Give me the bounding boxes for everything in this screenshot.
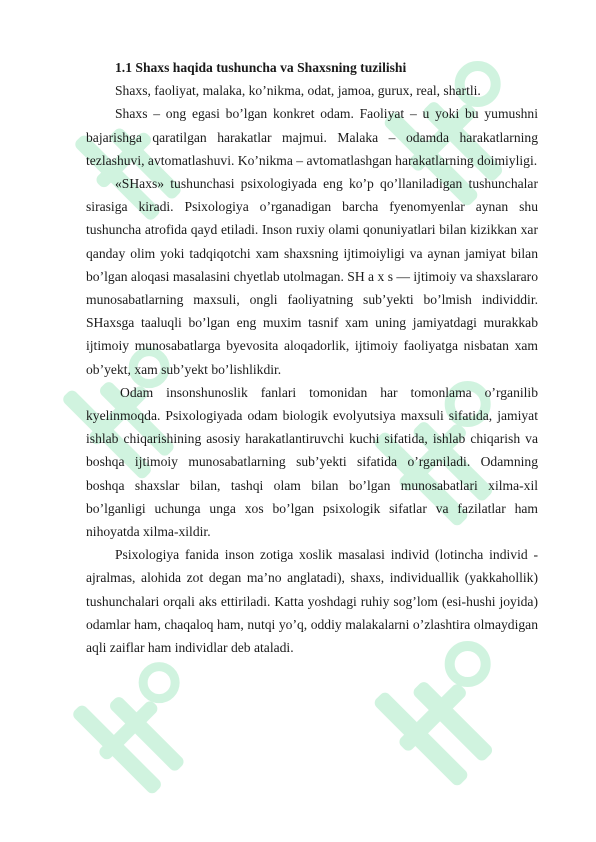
definitions-paragraph: Shaxs – ong egasi bo’lgan konkret odam. Faoliyat – u yoki bu yumushni bajarishga qaratilgan harakatlar majmui. Malaka – odamda harakatlarning tezlashuvi, avtomatlashuvi. Ko’nikma – avtomatlashgan harakatlarning doimiyligi. [86, 106, 538, 168]
watermark-logo-bottom-left [70, 640, 220, 810]
personality-concept-paragraph: «SHaxs» tushunchasi psixologiyada eng ko’p qo’llaniladigan tushunchalar sirasiga kiradi. Psixologiya o’rganadigan barcha fyenomyenlar aynan shu tushuncha atrofida qayd etiladi. Inson ruxiy olami qonuniyatlari bilan kizikkan xar qanday olim yoki tadqiqotchi xam shaxsning ijtimoiyligi va aynan jamiyat bilan bo’lgan aloqasi masalasini chyetlab utolmagan. SH a x s — ijtimoiy va shaxslararo munosabatlarning maxsuli, ongli faoliyatning sub’yekti bo’lmish individdir. SHaxsga taaluqli bo’lgan eng muxim tasnif xam uning jamiyatdagi murakkab ijtimoiy munosabatlarga byevosita aloqadorlik, ijtimoiy faoliyatga nisbatan xam ob’yekt, xam sub’yekt bo’lishlikdir. [86, 176, 538, 377]
human-study-paragraph: Odam insonshunoslik fanlari tomonidan har tomonlama o’rganilib kyelinmoqda. Psixologiyada odam biologik evolyutsiya maxsuli sifatida, jamiyat ishlab chiqarishining asosiy harakatlantiruvchi kuchi sifatida, ishlab chiqarish va boshqa ijtimoiy munosabatlarning sub’yekti sifatida o’rganiladi. Odamning boshqa shaxslar bilan, tashqi olam bilan bo’lgan munosabatlari xilma-xil bo’lganligi uchunga unga xos bo’lgan psixologik sifatlar va fazilatlar ham nihoyatda xilma-xildir. [86, 384, 538, 540]
section-heading: 1.1 Shaxs haqida tushuncha va Shaxsning tuzilishi [115, 60, 407, 75]
individual-paragraph: Psixologiya fanida inson zotiga xoslik masalasi individ (lotincha individ - ajralmas, alohida zot degan ma’no anglatadi), shaxs, individuallik (yakkahollik) tushunchalari orqali aks ettiriladi. Katta yoshdagi ruhiy sog’lom (esi-hushi joyida) odamlar ham, chaqaloq ham, nutqi yo’q, oddiy malakalarni o’zlashtira olmaydigan aqli zaiflar ham individlar deb ataladi. [86, 547, 538, 656]
document-body [86, 56, 538, 659]
keywords-paragraph: Shaxs, faoliyat, malaka, ko’nikma, odat, jamoa, gurux, real, shartli. [115, 83, 481, 99]
